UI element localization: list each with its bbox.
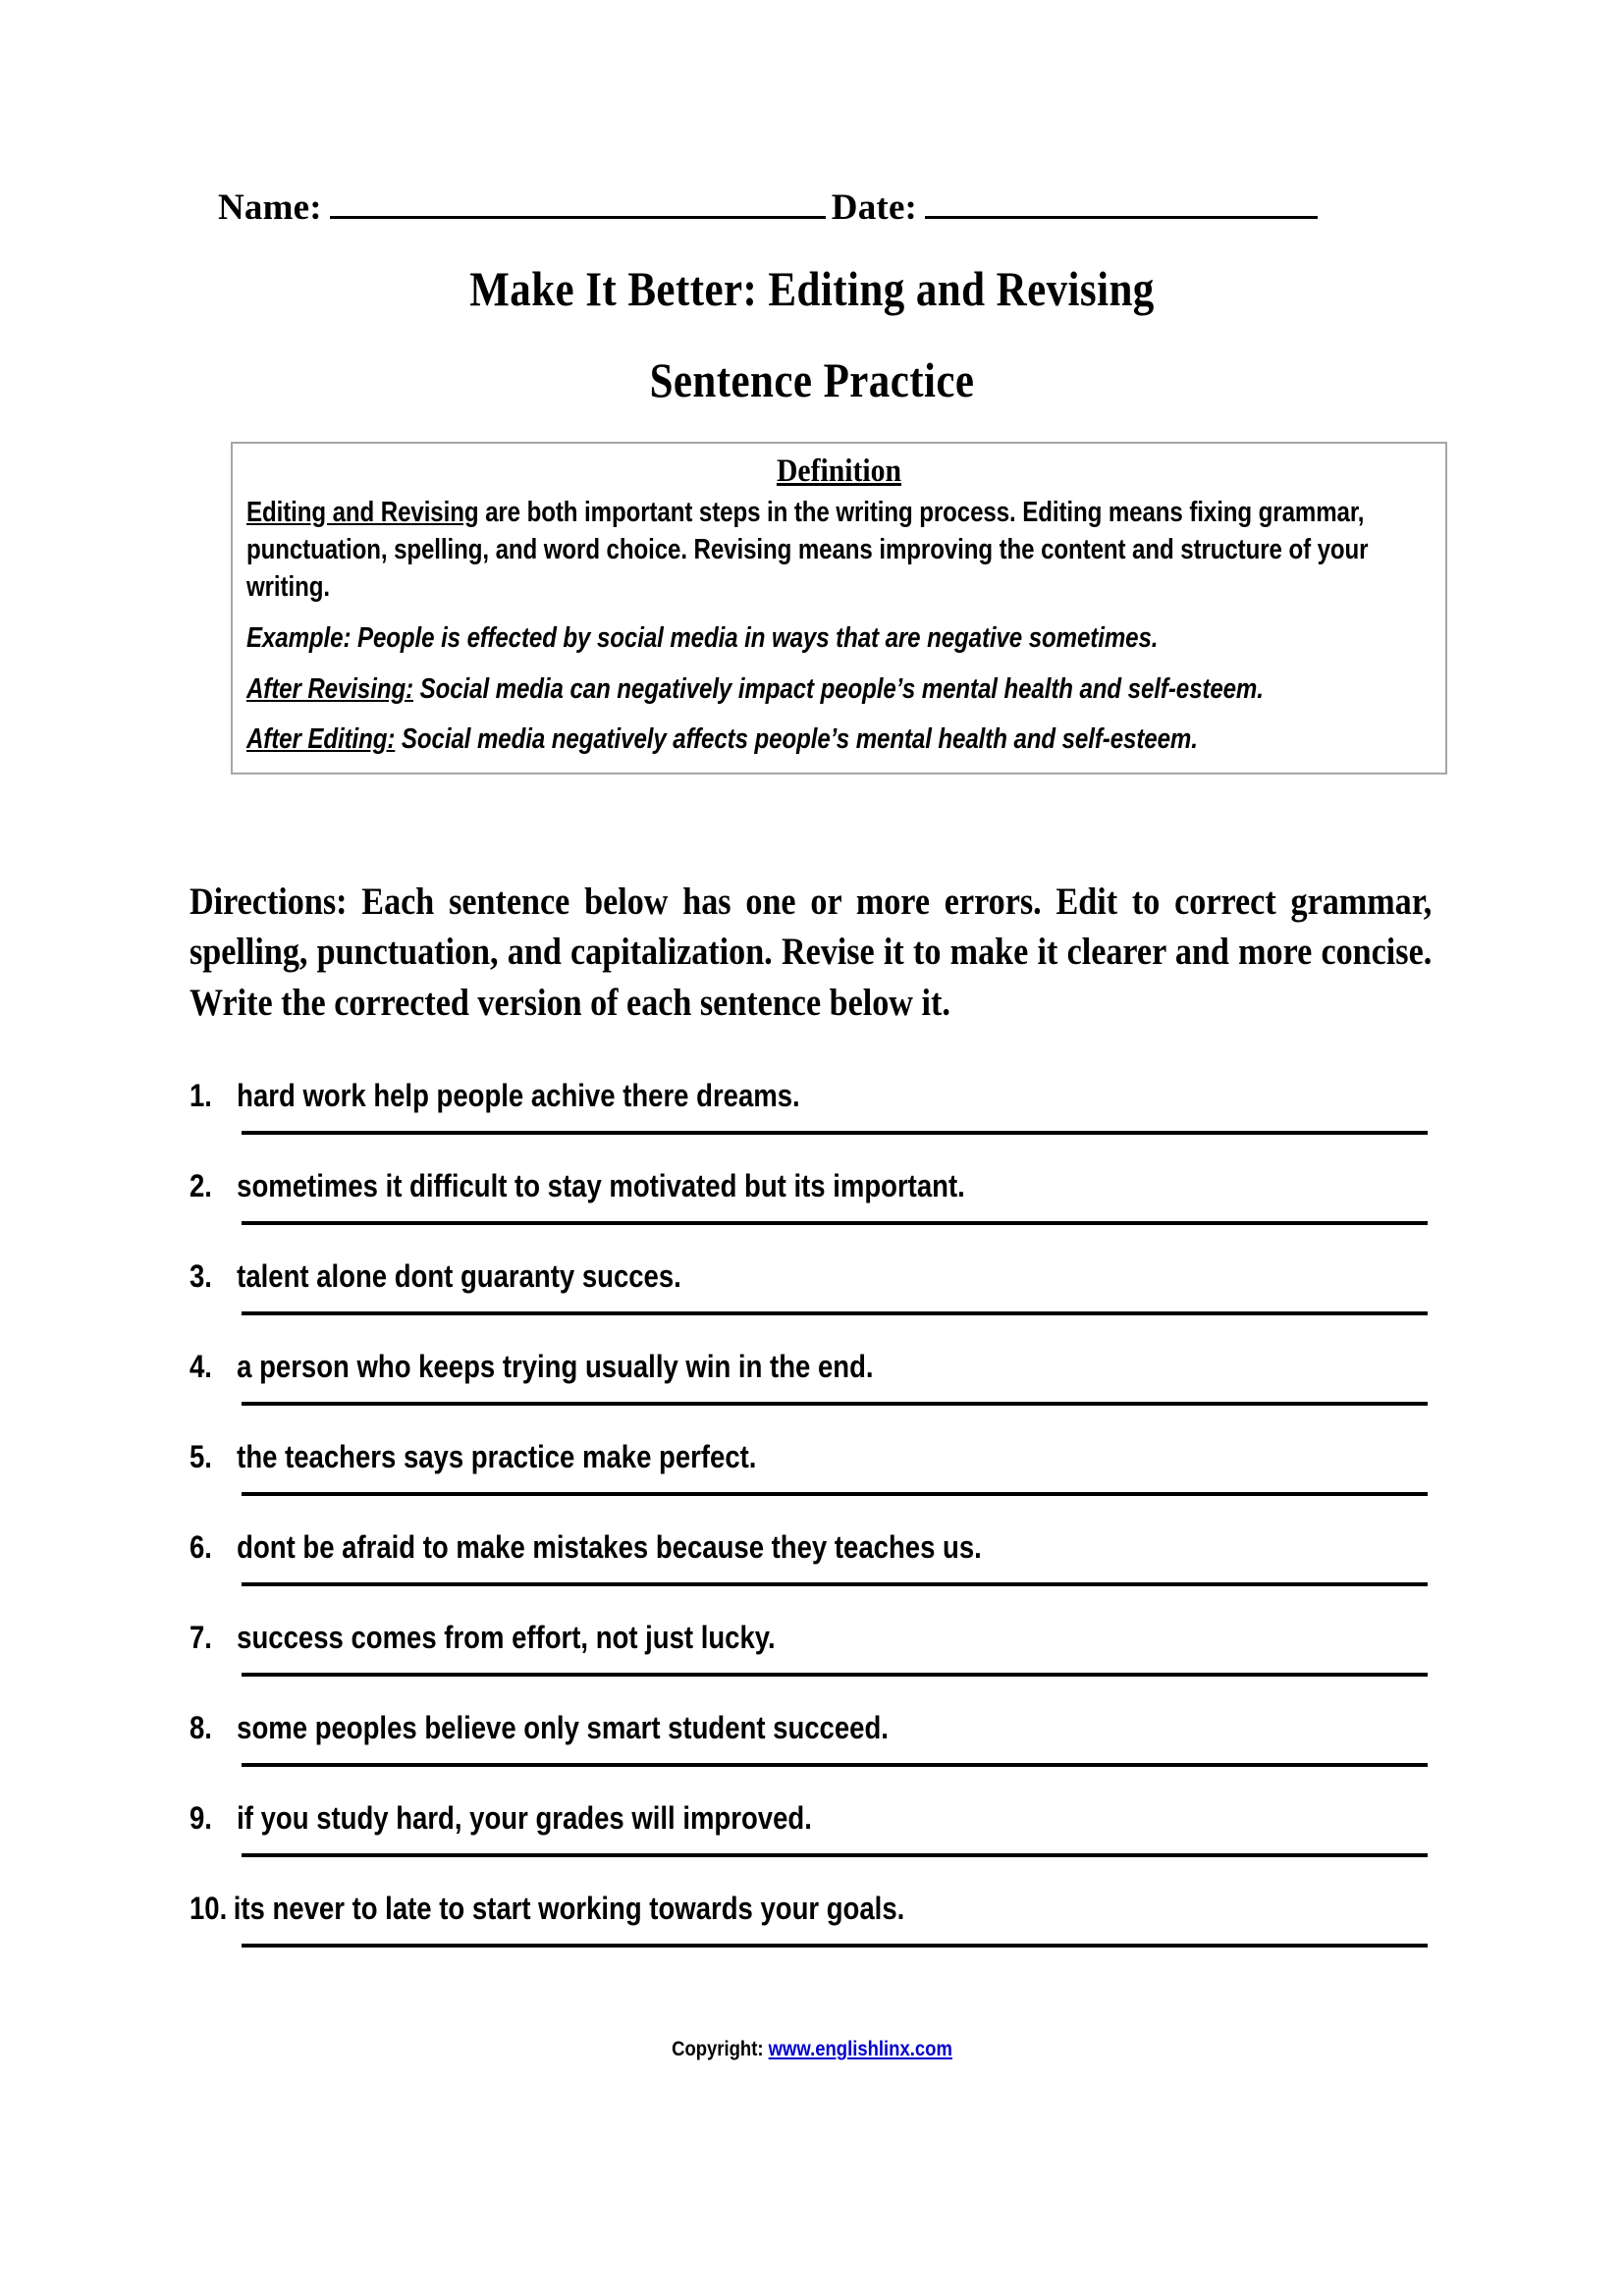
- question-text-row: [189, 1893, 1271, 1924]
- question-sentence: dont be afraid to make mistakes because they teaches us.: [237, 1529, 982, 1565]
- question-item: [189, 1080, 1446, 1170]
- copyright-footer: [97, 2038, 1527, 2061]
- question-text-row: [189, 1531, 1271, 1563]
- question-number: 10.: [189, 1891, 228, 1926]
- answer-write-in-line[interactable]: [242, 1673, 1428, 1677]
- question-text-row: [189, 1170, 1271, 1201]
- answer-write-in-line[interactable]: [242, 1402, 1428, 1406]
- after-revising-label: After Revising:: [246, 672, 414, 705]
- question-item: [189, 1893, 1446, 1983]
- directions-paragraph: Directions: Each sentence below has one or more errors. Edit to correct grammar, spelling, punctuation, and capitalization. Revise it to make it clearer and more concise. Write the corrected version of each sentence below it.: [189, 881, 1433, 1024]
- definition-body: [246, 495, 1432, 759]
- definition-box: [231, 442, 1447, 774]
- question-sentence: sometimes it difficult to stay motivated but its important.: [237, 1168, 965, 1203]
- answer-write-in-line[interactable]: [242, 1131, 1428, 1135]
- question-item: [189, 1441, 1446, 1531]
- question-item: [189, 1260, 1446, 1351]
- after-editing-label: After Editing:: [246, 723, 396, 756]
- copyright-prefix: Copyright:: [672, 2038, 769, 2060]
- question-number: 6.: [189, 1529, 212, 1565]
- question-number: 3.: [189, 1258, 212, 1294]
- after-revising-text: Social media can negatively impact people’s mental health and self-esteem.: [413, 672, 1264, 705]
- name-label: Name:: [218, 187, 322, 228]
- question-number: 7.: [189, 1620, 212, 1655]
- after-revising-paragraph: [246, 671, 1432, 709]
- question-number: 8.: [189, 1710, 212, 1745]
- question-text-row: [189, 1712, 1271, 1743]
- question-text-row: [189, 1441, 1271, 1472]
- date-label: Date:: [831, 187, 918, 228]
- question-list: [189, 1080, 1446, 1983]
- page-title-line-1: Make It Better: Editing and Revising: [469, 261, 1155, 316]
- question-item: [189, 1531, 1446, 1622]
- name-write-in-line[interactable]: [330, 216, 826, 219]
- question-item: [189, 1802, 1446, 1893]
- definition-term-rest: are both important steps in the writing process. Editing means fixing grammar, punctuation, spelling, and word choice. Revising means improving the content and structure of your writing.: [246, 497, 1369, 603]
- question-text-row: [189, 1260, 1271, 1292]
- name-date-header: [218, 187, 1411, 229]
- after-editing-paragraph: [246, 721, 1432, 759]
- page-title-line-2: Sentence Practice: [649, 352, 975, 407]
- example-text: People is effected by social media in ways that are negative sometimes.: [351, 621, 1159, 654]
- question-text-row: [189, 1080, 1271, 1111]
- date-write-in-line[interactable]: [925, 216, 1318, 219]
- question-sentence: if you study hard, your grades will improved.: [237, 1800, 812, 1836]
- question-text-row: [189, 1622, 1271, 1653]
- question-text-row: [189, 1351, 1271, 1382]
- answer-write-in-line[interactable]: [242, 1763, 1428, 1767]
- answer-write-in-line[interactable]: [242, 1311, 1428, 1315]
- question-sentence: a person who keeps trying usually win in the end.: [237, 1349, 874, 1384]
- after-editing-text: Social media negatively affects people’s mental health and self-esteem.: [395, 723, 1198, 756]
- question-number: 1.: [189, 1078, 212, 1113]
- answer-write-in-line[interactable]: [242, 1582, 1428, 1586]
- definition-heading: Definition: [776, 454, 902, 489]
- question-number: 2.: [189, 1168, 212, 1203]
- copyright-link[interactable]: www.englishlinx.com: [768, 2038, 952, 2060]
- question-item: [189, 1712, 1446, 1802]
- question-item: [189, 1170, 1446, 1260]
- question-sentence: success comes from effort, not just lucky.: [237, 1620, 776, 1655]
- question-item: [189, 1622, 1446, 1712]
- question-sentence: talent alone dont guaranty succes.: [237, 1258, 681, 1294]
- question-number: 9.: [189, 1800, 212, 1836]
- example-paragraph: [246, 620, 1432, 658]
- question-sentence: the teachers says practice make perfect.: [237, 1439, 757, 1474]
- answer-write-in-line[interactable]: [242, 1492, 1428, 1496]
- definition-paragraph: [246, 495, 1432, 607]
- question-item: [189, 1351, 1446, 1441]
- question-sentence: its never to late to start working towards your goals.: [233, 1891, 905, 1926]
- question-sentence: hard work help people achive there dreams.: [237, 1078, 800, 1113]
- question-text-row: [189, 1802, 1271, 1834]
- question-number: 4.: [189, 1349, 212, 1384]
- example-label: Example:: [246, 621, 352, 654]
- answer-write-in-line[interactable]: [242, 1853, 1428, 1857]
- question-number: 5.: [189, 1439, 212, 1474]
- answer-write-in-line[interactable]: [242, 1221, 1428, 1225]
- answer-write-in-line[interactable]: [242, 1944, 1428, 1948]
- question-sentence: some peoples believe only smart student succeed.: [237, 1710, 889, 1745]
- definition-term: Editing and Revising: [246, 497, 479, 528]
